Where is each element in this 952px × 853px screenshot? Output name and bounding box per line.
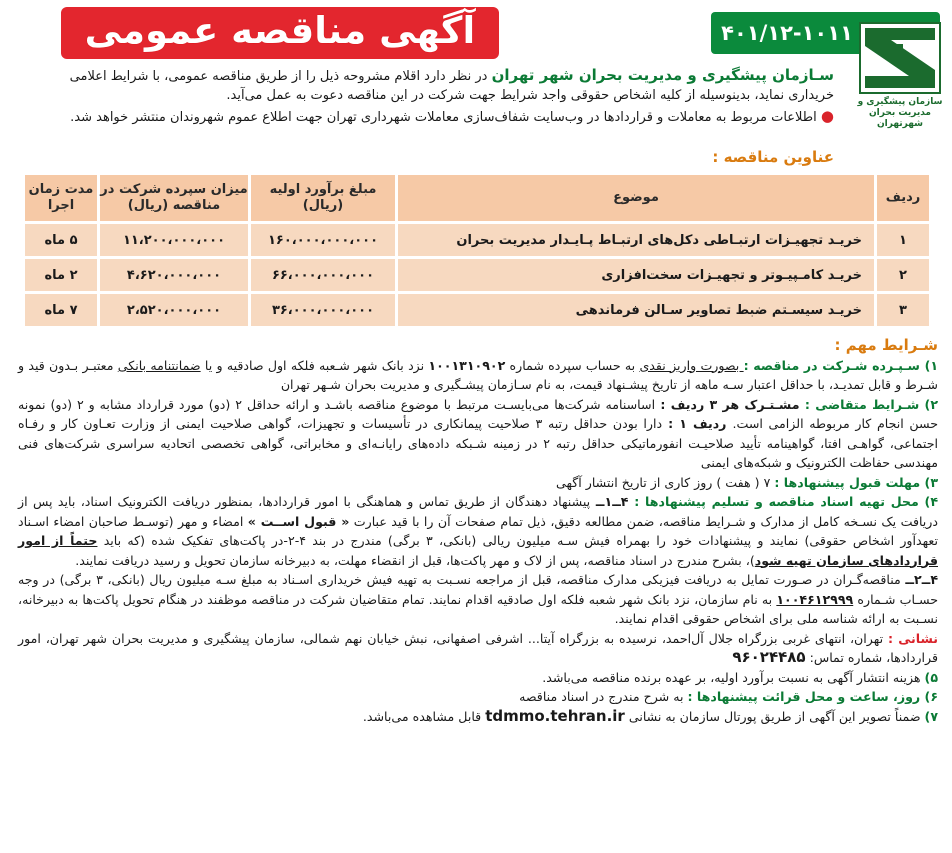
cell-duration: ۷ ماه	[25, 294, 97, 326]
cell-subject: خریـد کامـپیـوتر و تجهیـزات سخت‌افزاری	[398, 259, 874, 291]
cell-duration: ۵ ماه	[25, 224, 97, 256]
intro-line-2: خریداری نماید، بدینوسیله از کلیه اشخاص حقوقی واجد شرایط جهت شرکت در این مناقصه دعوت به عمل می‌آید.	[226, 88, 834, 103]
document-account-number: ۱۰۰۴۶۱۲۹۹۹	[776, 591, 854, 607]
conditions-title: شـرایط مهم :	[834, 336, 938, 354]
bullet-dot-icon: ●	[820, 107, 834, 125]
col-estimate: مبلغ برآورد اولیه (ریال)	[251, 175, 395, 221]
cell-deposit: ۴،۶۲۰،۰۰۰،۰۰۰	[100, 259, 248, 291]
cell-row: ۱	[877, 224, 929, 256]
address: نشانی : تهران، انتهای غربی بزرگراه جلال آل‌احمد، نرسیده به بزرگراه آیتا... اشرفی اصفهانی، نبش خیابان نهم شمالی، سازمان پیشگیری و مدیریت بحران شهر تهران، امور قراردادها، شماره تماس: ۹۶۰۲۴۴۸۵	[18, 630, 938, 666]
col-deposit: میزان سپرده شرکت در مناقصه (ریال)	[100, 175, 248, 221]
notice-title: آگهی مناقصه عمومی	[61, 7, 499, 59]
condition-7: ۷) ضمناً تصویر این آگهی از طریق پورتال سازمان به نشانی tdmmo.tehran.ir قابل مشاهده می‌باشد.	[362, 706, 938, 725]
col-subject: موضوع	[398, 175, 874, 221]
logo-mark-icon	[859, 22, 941, 94]
condition-1: ۱) سـپـرده شـرکت در مناقصه : بصورت واریز نقدی به حساب سپرده شماره ۱۰۰۱۳۱۰۹۰۲ نزد بانک شهر شـعبه فلکه اول صادقیه و یا ضمانتنامه بانکی معتبـر بـدون قید و شـرط و قابل تمدیـد، با حداقل اعتبار سـه ماهه از تاریخ پیشـنهاد قیمت، به نام سـازمان پیشـگیری و مدیریت بحران شـهر تهران	[18, 357, 939, 392]
tender-table	[22, 172, 932, 329]
table-header-row	[25, 175, 929, 221]
topics-title: عناوین مناقصه :	[712, 148, 834, 166]
notice-number: ۴۰۱/۱۲-۱۰۱۱	[721, 21, 853, 45]
cell-estimate: ۱۶۰،۰۰۰،۰۰۰،۰۰۰	[251, 224, 395, 256]
cell-deposit: ۱۱،۲۰۰،۰۰۰،۰۰۰	[100, 224, 248, 256]
condition-6: ۶) روز، ساعت و محل قرائت پیشنهادها : به شرح مندرج در اسناد مناقصه	[519, 689, 938, 704]
condition-4-1: ۴) محل تهیه اسناد مناقصه و تسلیم پیشنهادها : ۴ــ۱ــ پیشنهاد دهندگان از طریق تماس و هماهنگی با امور قراردادها، بمنظور دریافت الکترونیک اسناد، باید پس از دریافت یک نسـخه کامل از مدارک و شـرایط مناقصه، ضمن مطالعه دقیق، ذیل تمام صفحات آن را با قید عبارت « قبول اســت » امضاء و مهر (توسـط صاحبان امضاء اسـناد تعهدآور اشخاص حقوقی) نمایند و پیشنهادات خود را بهمراه فیش سـه میلیون ریالی (بانکی، ۳ برگی) مندرج در بند ۴-۲-در پاکت‌های تفکیک شده (که باید حتماً از امور قراردادهای سازمان تهیه شود)، بشرح مندرج در اسناد مناقصه، پس از لاک و مهر پاکت‌ها، قبل از انقضاء مهلت، به دبیرخانه سازمان تحویل و رسید دریافت نمایند.	[18, 494, 939, 568]
table-row	[25, 259, 929, 291]
cell-estimate: ۳۶،۰۰۰،۰۰۰،۰۰۰	[251, 294, 395, 326]
cell-estimate: ۶۶،۰۰۰،۰۰۰،۰۰۰	[251, 259, 395, 291]
header	[10, 4, 942, 66]
table-row	[25, 294, 929, 326]
cell-row: ۳	[877, 294, 929, 326]
contact-phone: ۹۶۰۲۴۴۸۵	[732, 648, 806, 666]
logo-text: سازمان پیشگیری و مدیریت بحران شهرتهران	[857, 97, 943, 129]
col-duration: مدت زمان اجرا	[25, 175, 97, 221]
intro-transparency-note: ● اطلاعات مربوط به معاملات و قراردادها در وب‌سایت شفاف‌سازی معاملات شهرداری تهران جهت اطلاع عموم شهروندان منتشر خواهد شد.	[70, 107, 834, 125]
portal-link[interactable]: tdmmo.tehran.ir	[485, 706, 625, 725]
intro-paragraph: سـازمان پیشگیری و مدیریت بحران شهر تهران در نظر دارد اقلام مشروحه ذیل را از طریق مناقصه عمومی، با شرایط اعلامی خریداری نماید، بدینوسیله از کلیه اشخاص حقوقی واجد شرایط جهت شرکت در این مناقصه دعوت به عمل می‌آید. ● اطلاعات مربوط به معاملات و قراردادها در وب‌سایت شفاف‌سازی معاملات شهرداری تهران جهت اطلاع عموم شهروندان منتشر خواهد شد.	[18, 66, 834, 127]
condition-5: ۵) هزینه انتشار آگهی به نسبت برآورد اولیه، بر عهده برنده مناقصه می‌باشد.	[542, 669, 938, 685]
cell-subject: خریـد تجهیـزات ارتبـاطی دکل‌های ارتبـاط پـایـدار مدیریت بحران	[398, 224, 874, 256]
col-row: ردیف	[877, 175, 929, 221]
conditions-section	[18, 336, 938, 726]
deposit-account-number: ۱۰۰۱۳۱۰۹۰۲	[428, 357, 506, 373]
organization-name: سـازمان پیشگیری و مدیریت بحران شهر تهران	[491, 66, 834, 84]
cell-subject: خریـد سیسـتم ضبط تصاویر سـالن فرماندهی	[398, 294, 874, 326]
banner	[10, 6, 940, 60]
table-row	[25, 224, 929, 256]
cell-duration: ۲ ماه	[25, 259, 97, 291]
cell-row: ۲	[877, 259, 929, 291]
condition-3: ۳) مهلت قبول پیشنهادها : ۷ ( هفت ) روز کاری از تاریخ انتشار آگهی	[555, 474, 938, 490]
organization-logo	[852, 22, 948, 130]
condition-2: ۲) شـرایط متقاضی : مشـتـرک هر ۳ ردیف : اساسنامه شرکت‌ها می‌بایسـت مرتبط با موضوع مناقصه باشـد و ارائه حداقل ۲ (دو) مورد قرارداد مشابه و ۲ (دو) نمونه حسن انجام کار مربوطه الزامی است. ردیف ۱ : دارا بودن حداقل رتبه ۳ صلاحیت پیمانکاری در تأسیسات و تجهیزات، گواهی صلاحیت ایمنی از وزارت تعـاون کار و رفـاه اجتماعی، گواهـی افتا، گواهینامه تأیید صلاحیـت انفورماتیکی حداقل رتبه ۲ در زمینه شـبکه داده‌های رایانـه‌ای و مخابراتی، گواهی تخصصی اتحادیه سراسری شرکت‌های فنی مهندسی حفاظت الکترونیک و شبکه‌های ایمنی	[18, 396, 939, 470]
cell-deposit: ۲،۵۲۰،۰۰۰،۰۰۰	[100, 294, 248, 326]
condition-4-2: ۴ــ۲ــ مناقصه‌گـران در صـورت تمایل به دریافت فیزیکی مدارک مناقصه، قبل از مراجعه نسـبت به تهیه فیش خریداری اسـناد به مبلغ سـه میلیون ریال (بانکی، ۳ برگی) در وجه حسـاب شـماره ۱۰۰۴۶۱۲۹۹۹ به نام سازمان، نزد بانک شهر شعبه فلکه اول صادقیه اقدام نمایند. تمام متقاضیان شرکت در مناقصه موظفند در هنگام تحویل پاکت‌ها به دبیرخانه، نسـبت به ارائه شناسه ملی برای اشخاص حقوقی اقدام نمایند.	[18, 572, 938, 626]
